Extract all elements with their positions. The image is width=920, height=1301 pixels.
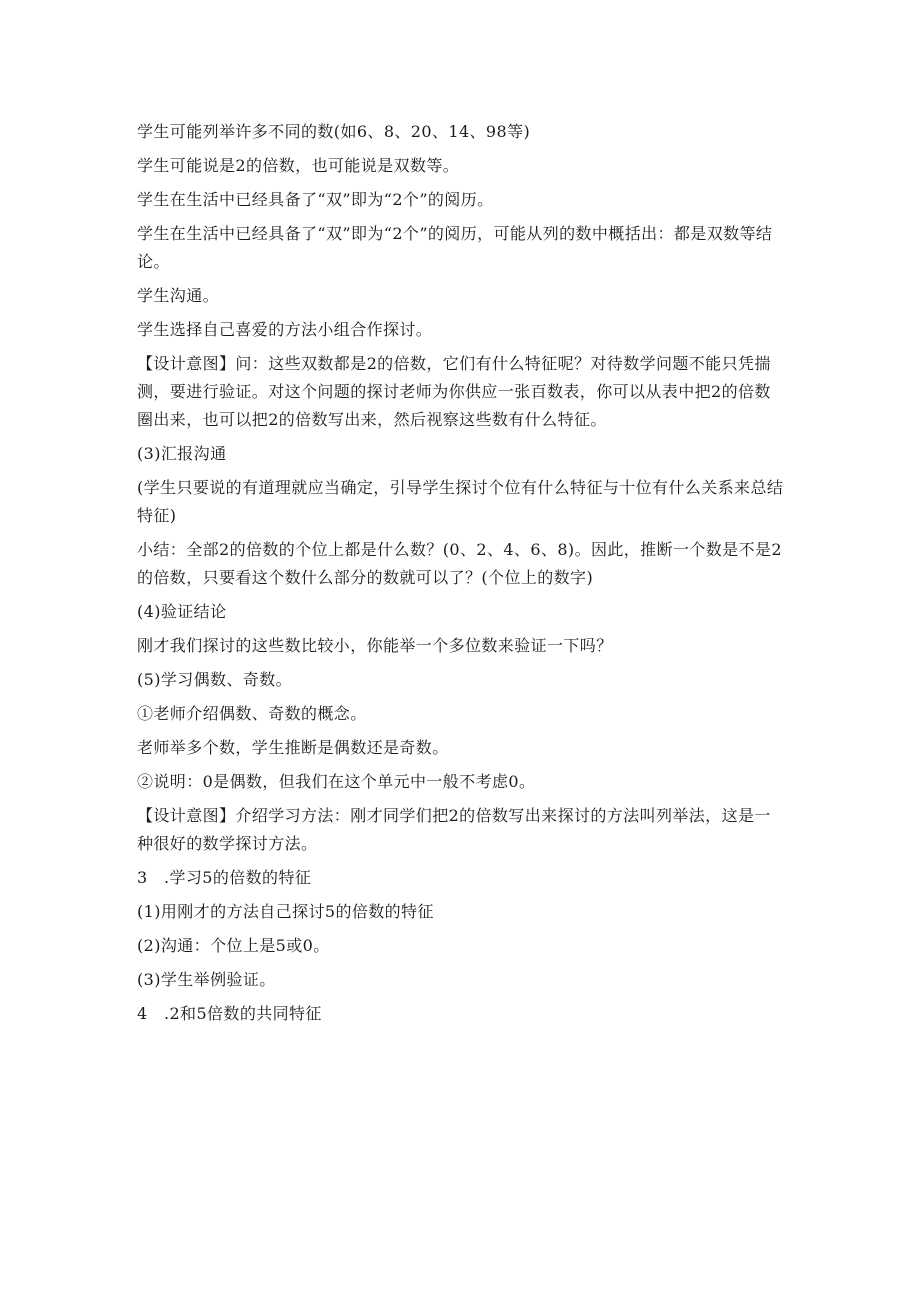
document-body [137, 118, 787, 1028]
paragraph: 学生可能列举许多不同的数(如6、8、20、14、98等) [137, 122, 531, 141]
paragraph: 老师举多个数，学生推断是偶数还是奇数。 [137, 738, 449, 757]
section-heading: (5)学习偶数、奇数。 [137, 670, 293, 689]
paragraph: (学生只要说的有道理就应当确定，引导学生探讨个位有什么特征与十位有什么关系来总结特征) [137, 478, 784, 525]
paragraph: 学生沟通。 [137, 286, 220, 305]
paragraph: (2)沟通：个位上是5或0。 [137, 936, 330, 955]
section-heading: 4 .2和5倍数的共同特征 [137, 1004, 322, 1023]
summary-paragraph: 小结：全部2的倍数的个位上都是什么数？(0、2、4、6、8)。因此，推断一个数是不是2的倍数，只要看这个数什么部分的数就可以了？(个位上的数字) [137, 540, 782, 587]
design-intent-paragraph: 【设计意图】问：这些双数都是2的倍数，它们有什么特征呢？对待数学问题不能只凭揣测，要进行验证。对这个问题的探讨老师为你供应一张百数表，你可以从表中把2的倍数圈出来，也可以把2的倍数写出来，然后视察这些数有什么特征。 [137, 354, 771, 429]
paragraph: (3)学生举例验证。 [137, 970, 276, 989]
section-heading: (4)验证结论 [137, 602, 227, 621]
paragraph: 学生在生活中已经具备了“双”即为“2个”的阅历。 [137, 190, 494, 209]
paragraph: 学生选择自己喜爱的方法小组合作探讨。 [137, 320, 433, 339]
paragraph: 学生在生活中已经具备了“双”即为“2个”的阅历，可能从列的数中概括出：都是双数等结论。 [137, 224, 773, 271]
paragraph: 刚才我们探讨的这些数比较小，你能举一个多位数来验证一下吗？ [137, 636, 613, 655]
paragraph: ②说明：0是偶数，但我们在这个单元中一般不考虑0。 [137, 772, 536, 791]
paragraph: ①老师介绍偶数、奇数的概念。 [137, 704, 367, 723]
paragraph: 学生可能说是2的倍数，也可能说是双数等。 [137, 156, 460, 175]
design-intent-paragraph: 【设计意图】介绍学习方法：刚才同学们把2的倍数写出来探讨的方法叫列举法，这是一种很好的数学探讨方法。 [137, 806, 771, 853]
paragraph: (1)用刚才的方法自己探讨5的倍数的特征 [137, 902, 434, 921]
section-heading: 3 .学习5的倍数的特征 [137, 868, 312, 887]
section-heading: (3)汇报沟通 [137, 444, 227, 463]
